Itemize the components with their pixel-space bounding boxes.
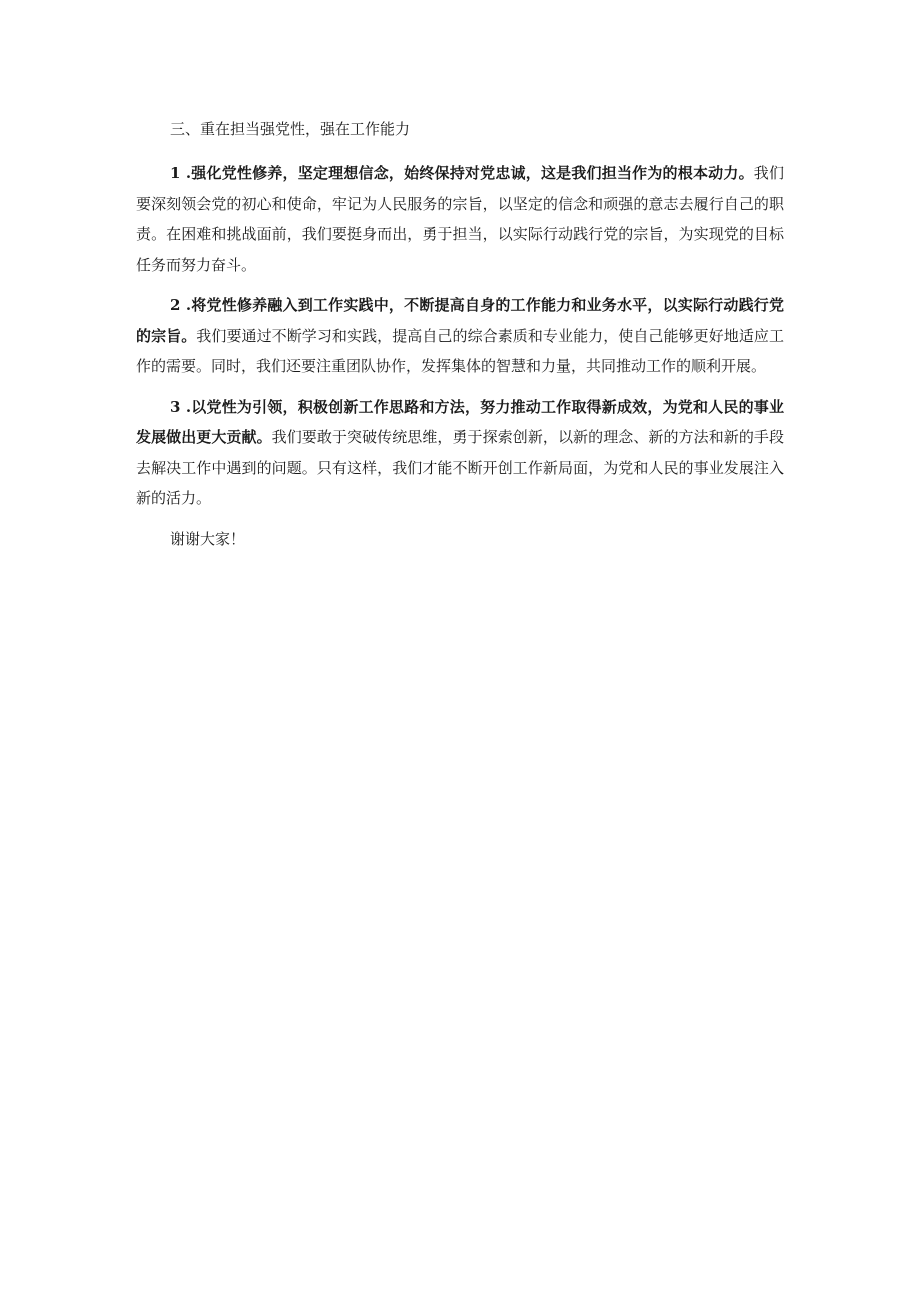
point-lead: 强化党性修养，坚定理想信念，始终保持对党忠诚，这是我们担当作为的根本动力。 — [191, 164, 754, 182]
document-page — [136, 112, 784, 554]
point-body: 我们要深刻领会党的初心和使命，牢记为人民服务的宗旨，以坚定的信念和顽强的意志去履行自己的职责。在困难和挑战面前，我们要挺身而出，勇于担当，以实际行动践行党的宗旨，为实现党的目标任务而努力奋斗。 — [136, 164, 784, 274]
point-paragraph-2 — [136, 290, 784, 382]
point-number: 2 . — [170, 296, 192, 314]
point-lead: 以党性为引领，积极创新工作思路和方法，努力推动工作取得新成效，为党和人民的事业发展做出更大贡献。 — [136, 397, 784, 446]
point-paragraph-3 — [136, 392, 784, 514]
point-body: 我们要通过不断学习和实践，提高自己的综合素质和专业能力，使自己能够更好地适应工作的需要。同时，我们还要注重团队协作，发挥集体的智慧和力量，共同推动工作的顺利开展。 — [136, 326, 784, 375]
point-number: 1 . — [170, 164, 192, 182]
closing-line: 谢谢大家！ — [170, 529, 246, 548]
section-heading: 三、重在担当强党性，强在工作能力 — [170, 120, 411, 138]
point-paragraph-1 — [136, 158, 784, 280]
point-number: 3 . — [170, 397, 192, 416]
point-lead: 将党性修养融入到工作实践中，不断提高自身的工作能力和业务水平，以实际行动践行党的宗旨。 — [136, 296, 784, 345]
point-body: 我们要敢于突破传统思维，勇于探索创新，以新的理念、新的方法和新的手段去解决工作中遇到的问题。只有这样，我们才能不断开创工作新局面，为党和人民的事业发展注入新的活力。 — [136, 428, 784, 507]
